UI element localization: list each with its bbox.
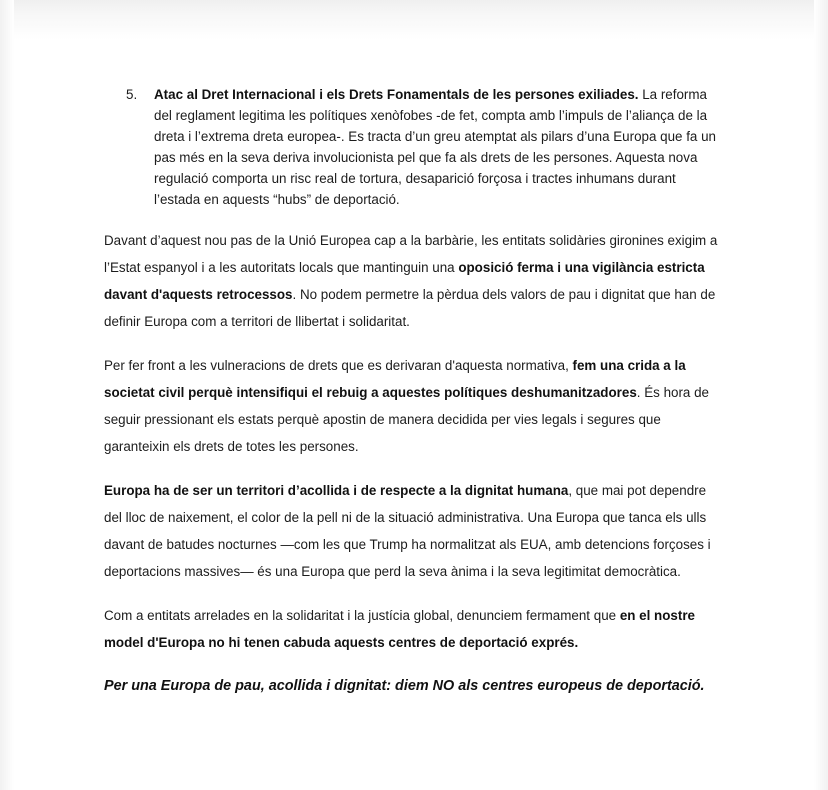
paragraph-denounce-bold: en el nostre model d'Europa no hi tenen cabuda aquests centres de deportació exprés. <box>104 608 695 650</box>
list-number: 5. <box>126 87 138 102</box>
paragraph-europe-text: , que mai pot dependre del lloc de naixement, el color de la pell ni de la situació administrativa. Una Europa que tanca els ulls davant de batudes nocturnes —com les que Trump ha normalitzat als EUA, amb detencions forçoses i deportacions massives— és una Europa que perd la seva ànima i la seva legitimitat democràtica. <box>104 483 711 579</box>
paragraph-europe-bold: Europa ha de ser un territori d’acollida i de respecte a la dignitat humana <box>104 483 569 498</box>
closing-slogan: Per una Europa de pau, acollida i dignitat: diem NO als centres europeus de deportació. <box>104 678 705 694</box>
paragraph-demand-text-b: . No podem permetre la pèrdua dels valors de pau i dignitat que han de definir Europa com a territori de llibertat i solidaritat. <box>104 287 716 329</box>
list-item-text <box>154 84 724 210</box>
paragraph-europe <box>104 477 724 585</box>
list-item-5 <box>126 84 724 210</box>
paragraph-demand <box>104 227 724 335</box>
paragraph-call-text-b: . És hora de seguir pressionant els estats perquè apostin de manera decidida per vies legals i segures que garanteixin els drets de totes les persones. <box>104 385 709 454</box>
paragraph-denounce <box>104 602 724 656</box>
paragraph-denounce-text: Com a entitats arrelades en la solidaritat i la justícia global, denunciem fermament que <box>104 608 620 623</box>
document-body <box>104 84 724 714</box>
paragraph-call-text-a: Per fer front a les vulneracions de drets que es derivaran d'aquesta normativa, <box>104 358 573 373</box>
paragraph-call <box>104 352 724 460</box>
paragraph-call-bold: fem una crida a la societat civil perquè intensifiqui el rebuig a aquestes polítiques deshumanitzadores <box>104 358 686 400</box>
paragraph-demand-bold: oposició ferma i una vigilància estricta davant d'aquests retrocessos <box>104 260 705 302</box>
paragraph-demand-text-a: Davant d’aquest nou pas de la Unió Europea cap a la barbàrie, les entitats solidàries gironines exigim a l’Estat espanyol i a les autoritats locals que mantinguin una <box>104 233 718 275</box>
page-edge-right <box>814 0 828 790</box>
page-edge-left <box>0 0 14 790</box>
list-item-body: La reforma del reglament legitima les polítiques xenòfobes -de fet, compta amb l’impuls de l’aliança de la dreta i l’extrema dreta europea-. Es tracta d’un greu atemptat als pilars d’una Europa que fa un pas més en la seva deriva involucionista pel que fa als drets de les persones. Aquesta nova regulació comporta un risc real de tortura, desaparició forçosa i tractes inhumans durant l’estada en aquests “hubs” de deportació. <box>154 87 716 207</box>
list-item-heading: Atac al Dret Internacional i els Drets Fonamentals de les persones exiliades. <box>154 87 639 102</box>
